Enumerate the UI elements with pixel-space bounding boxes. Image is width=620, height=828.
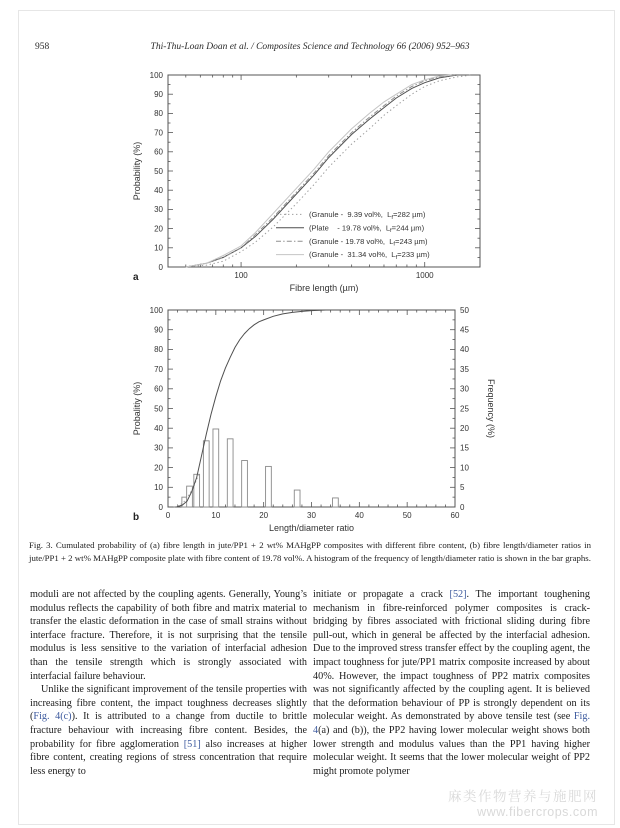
svg-text:50: 50 [402,511,412,520]
svg-text:30: 30 [307,511,316,520]
figure-caption: Fig. 3. Cumulated probability of (a) fibre length in jute/PP1 + 2 wt% MAHgPP composites with different fibre content, (b) fibre length/diameter ratios in jute/PP1 + 2 wt% MAHgPP composite plate with fibre content of 19.78 vol%. A histogram of the frequency of length/diameter ratio is shown in the bar graphs. [29,540,591,563]
svg-text:10: 10 [154,483,163,493]
paragraph [313,588,590,779]
body-column-right [313,588,590,779]
chart-b [128,302,500,542]
svg-text:10: 10 [460,463,469,473]
svg-text:40: 40 [460,345,469,355]
svg-text:35: 35 [460,364,469,374]
svg-text:80: 80 [154,345,163,355]
svg-text:20: 20 [154,224,163,234]
svg-text:Probalitiy (%): Probalitiy (%) [132,381,142,436]
svg-text:40: 40 [154,186,163,195]
svg-text:50: 50 [460,305,469,315]
running-title: Thi-Thu-Loan Doan et al. / Composites Science and Technology 66 (2006) 952–963 [150,42,470,52]
watermark-url: www.fibercrops.com [477,804,598,819]
svg-text:90: 90 [154,90,163,99]
svg-text:5: 5 [460,483,465,493]
svg-text:10: 10 [211,511,221,520]
watermark-cn-text: 麻类作物营养与施肥网 [448,789,598,804]
citation-link[interactable]: [51] [183,738,201,750]
svg-text:0: 0 [158,502,163,512]
text-run: (a) and (b)), the PP2 having lower molecular weight shows both lower strength and modulus values than the PP1 having higher molecular weight. It seems that the lower molecular weight of PP2 might promote polymer [313,725,590,777]
svg-text:15: 15 [460,443,469,453]
figure-link[interactable]: Fig. 4(c) [33,711,72,723]
text-run: moduli are not affected by the coupling agents. Generally, Young’s modulus reflects the capability of both fibre and matrix material to transfer the elastic deformation in the case of small strains without interface fracture. Therefore, it is not surprising that the tensile modulus is less sensitive to the variation of interfacial adhesion than the tensile strength which is strongly associated with interfacial failure behaviour. [30,589,307,682]
citation-link[interactable]: [52] [449,589,467,600]
svg-text:20: 20 [154,463,163,473]
svg-text:30: 30 [460,384,469,394]
svg-text:70: 70 [154,128,163,138]
svg-text:30: 30 [154,443,163,453]
svg-text:Fibre length (µm): Fibre length (µm) [289,283,359,293]
svg-text:Frequency (%): Frequency (%) [486,378,496,439]
svg-text:100: 100 [149,305,163,315]
svg-text:45: 45 [460,325,469,335]
figure-panel-label-a: a [133,272,139,283]
svg-text:20: 20 [259,511,269,520]
svg-text:(Granule - 31.34 vol%, Lf=23: (Granule - 31.34 vol%, $L_f=233$ µm) [309,250,430,261]
svg-text:70: 70 [154,364,163,374]
svg-text:100: 100 [234,271,248,280]
svg-text:(Granule - 19.78 vol%, Lf=243: (Granule - 19.78 vol%, $L_f=243$ µm) [309,236,428,248]
body-column-left [30,588,307,779]
svg-text:50: 50 [154,166,163,176]
text-run: ). It is attributed to a change from ductile to brittle fracture behaviour with increasing fibre content. Besides, the probability for fibre agglomeration [30,711,307,750]
svg-text:0: 0 [165,511,171,520]
svg-text:0: 0 [460,502,465,512]
svg-text:0: 0 [158,262,163,272]
chart-a [128,66,492,298]
svg-text:100: 100 [149,70,163,80]
svg-text:40: 40 [354,511,364,520]
text-run: . The important toughening mechanism in fibre-reinforced polymer composites is crack-bridging by fibres associated with frictional sliding during fibre pull-out, which in general be affected by the interfacial adhesion. Due to the improved stress transfer effect by the coupling agent, the impact toughness for jute/PP1 matrix composite increased by about 40%. However, the impact toughness of PP2 matrix composites was not significantly affected by the coupling agent. It is believed that the deformation behaviour of PP is strongly dependent on its molecular weight. As demonstrated by above tensile test (see [313,589,590,723]
figure-link[interactable]: Fig. 4 [313,711,590,737]
svg-text:40: 40 [154,424,163,433]
svg-text:25: 25 [460,404,469,414]
svg-text:60: 60 [450,511,460,520]
page-number: 958 [35,42,50,52]
svg-text:60: 60 [154,147,163,157]
svg-text:90: 90 [154,325,163,335]
text-run: Unlike the significant improvement of the tensile properties with increasing fibre content, the impact toughness decreases slightly ( [30,684,307,723]
figure-panel-label-b: b [133,512,140,523]
svg-text:1000: 1000 [415,271,434,280]
svg-text:80: 80 [154,109,163,119]
svg-text:20: 20 [460,424,469,433]
svg-text:10: 10 [154,243,163,253]
svg-text:50: 50 [154,404,163,414]
svg-text:(Plate - 19.78 vol%, Lf=24: (Plate - 19.78 vol%, $L_f=244$ µm) [309,223,425,235]
paragraph [30,588,307,683]
svg-text:60: 60 [154,384,163,394]
text-run: initiate or propagate a crack [313,589,450,600]
svg-text:30: 30 [154,205,163,215]
svg-text:Probability (%): Probability (%) [132,141,142,201]
watermark [448,789,598,820]
svg-text:(Granule - 9.39 vol%, Lf=282: (Granule - 9.39 vol%, $L_f=282$ µm) [309,210,426,221]
text-run: also increases at higher fibre content, creating regions of stress concentration that require less energy to [30,738,308,777]
paragraph [30,683,307,778]
svg-text:Length/diameter ratio: Length/diameter ratio [268,523,355,533]
